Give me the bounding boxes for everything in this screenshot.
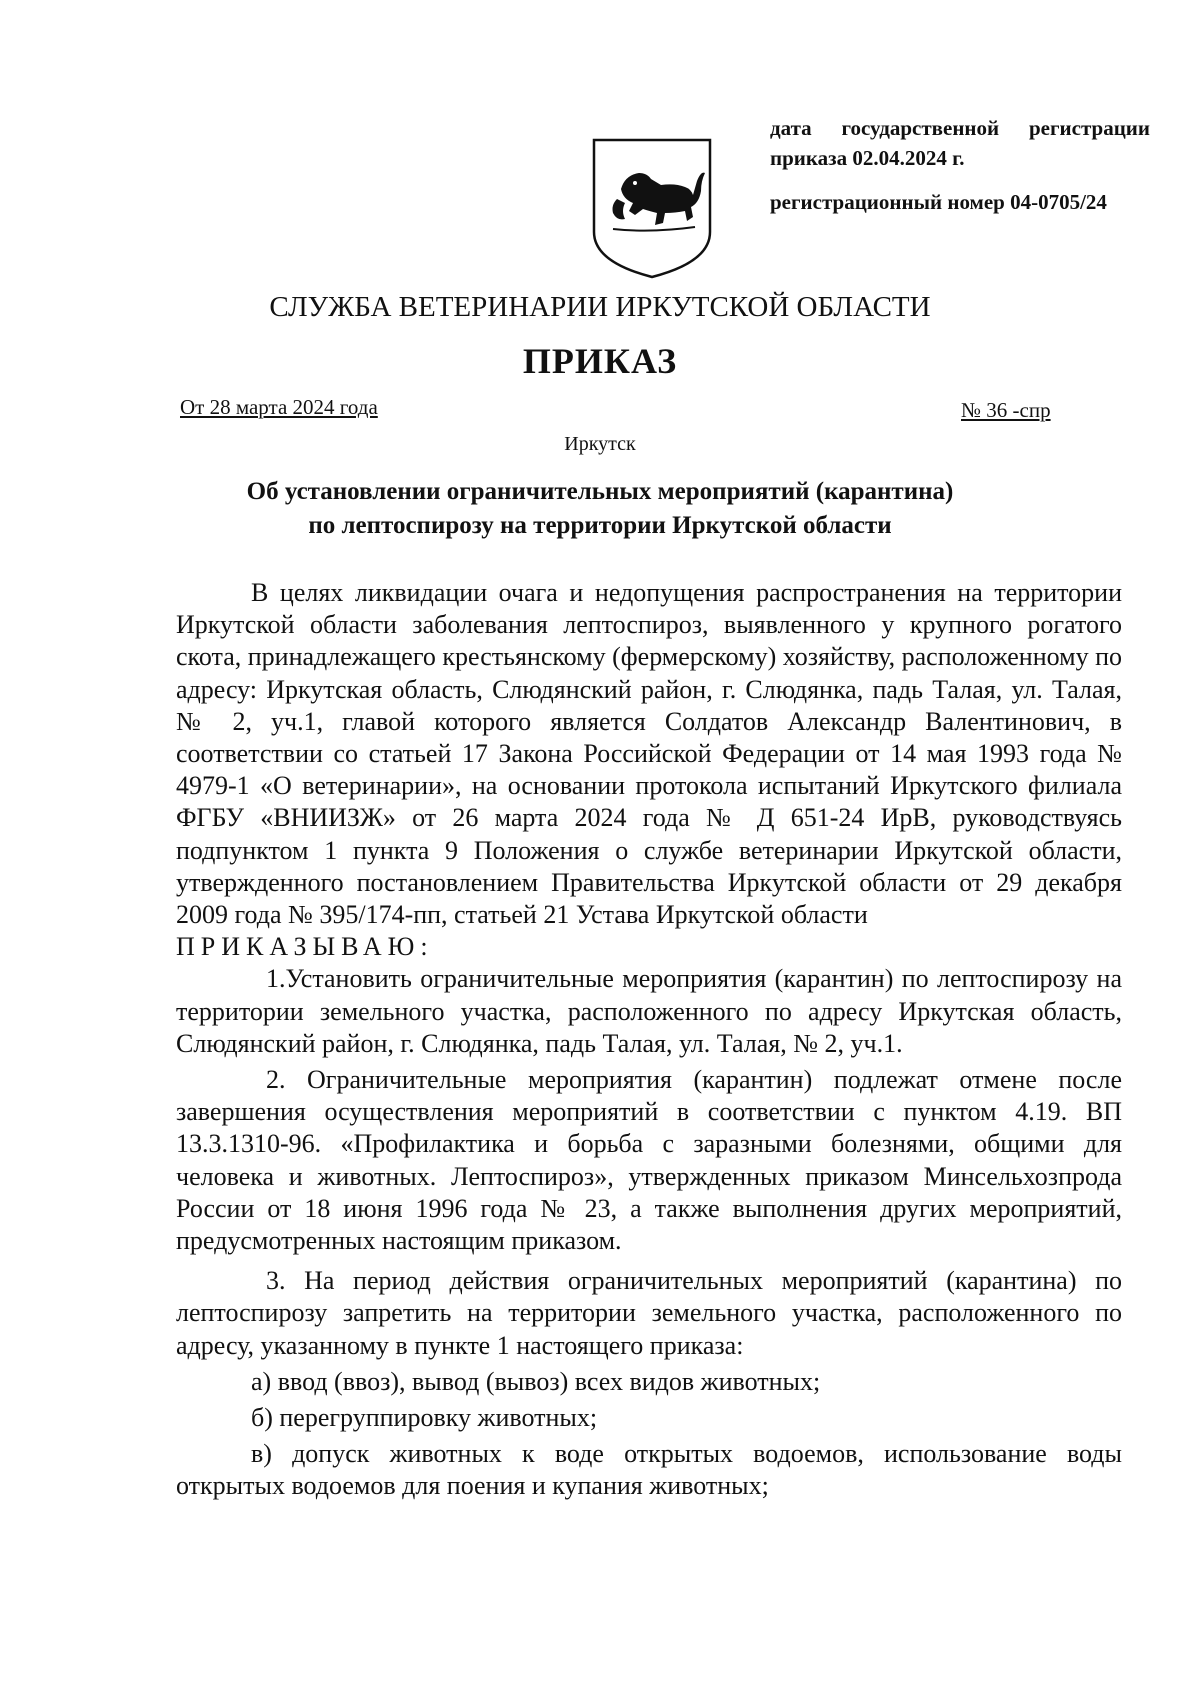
preamble-paragraph: В целях ликвидации очага и недопущения распространения на территории Иркутской области заболевания лептоспироз, выявленного у крупного рогатого скота, принадлежащего крестьянскому (фермерскому) хозяйству, расположенному по адресу: Иркутская область, Слюдянский район, г. Слюдянка, падь Талая, ул. Талая, № 2, уч.1, главой которого является Солдатов Александр Валентинович, в соответствии со статьей 17 Закона Российской Федерации от 14 мая 1993 года № 4979-1 «О ветеринарии», на основании протокола испытаний Иркутского филиала ФГБУ «ВНИИЗЖ» от 26 марта 2024 года № Д 651-24 ИрВ, руководствуясь подпунктом 1 пункта 9 Положения о службе ветеринарии Иркутской области, утвержденного постановлением Правительства Иркутской области от 29 декабря 2009 года № 395/174-пп, статьей 21 Устава Иркутской области (176, 578, 1122, 930)
document-body (176, 577, 1122, 1503)
registration-date: приказа 02.04.2024 г. (770, 146, 965, 170)
registration-word: дата (770, 116, 812, 140)
order-subitem-a: а) ввод (ввоз), вывод (вывоз) всех видов животных; (251, 1366, 821, 1396)
document-date: От 28 марта 2024 года (180, 395, 378, 419)
agency-name: СЛУЖБА ВЕТЕРИНАРИИ ИРКУТСКОЙ ОБЛАСТИ (269, 291, 931, 323)
registration-line-1 (770, 113, 1150, 143)
document-title (200, 475, 1000, 543)
order-item-2: 2. Ограничительные мероприятия (карантин) подлежат отмене после завершения осуществления мероприятий в соответствии с пунктом 4.19. ВП 13.3.1310-96. «Профилактика и борьба с заразными болезнями, общими для человека и животных. Лептоспироз», утвержденных приказом Минсельхозпрода России от 18 июня 1996 года № 23, а также выполнения других мероприятий, предусмотренных настоящим приказом. (176, 1065, 1122, 1256)
document-number: № 36 -спр (961, 398, 1051, 422)
registration-block (770, 113, 1150, 217)
title-line-1: Об установлении ограничительных мероприятий (карантина) (246, 478, 954, 505)
order-subitem-b: б) перегруппировку животных; (251, 1403, 598, 1433)
title-line-2: по лептоспирозу на территории Иркутской области (308, 512, 892, 539)
order-word: ПРИКАЗЫВАЮ: (176, 932, 434, 962)
document-type: ПРИКАЗ (522, 341, 678, 381)
registration-word: регистрации (1028, 116, 1150, 140)
registration-word: государственной (841, 116, 1000, 140)
registration-number: регистрационный номер 04-0705/24 (770, 190, 1107, 214)
order-subitem-c: в) допуск животных к воде открытых водоемов, использование воды открытых водоемов для поения и купания животных; (176, 1439, 1122, 1501)
order-item-1: 1.Установить ограничительные мероприятия (карантин) по лептоспирозу на территории земельного участка, расположенного по адресу Иркутская область, Слюдянский район, г. Слюдянка, падь Талая, ул. Талая, № 2, уч.1. (176, 964, 1122, 1058)
document-city: Иркутск (564, 433, 636, 455)
order-item-3: 3. На период действия ограничительных мероприятий (карантина) по лептоспирозу запретить на территории земельного участка, расположенного по адресу, указанному в пункте 1 настоящего приказа: (176, 1266, 1122, 1360)
irkutsk-coat-of-arms-icon (591, 137, 713, 280)
